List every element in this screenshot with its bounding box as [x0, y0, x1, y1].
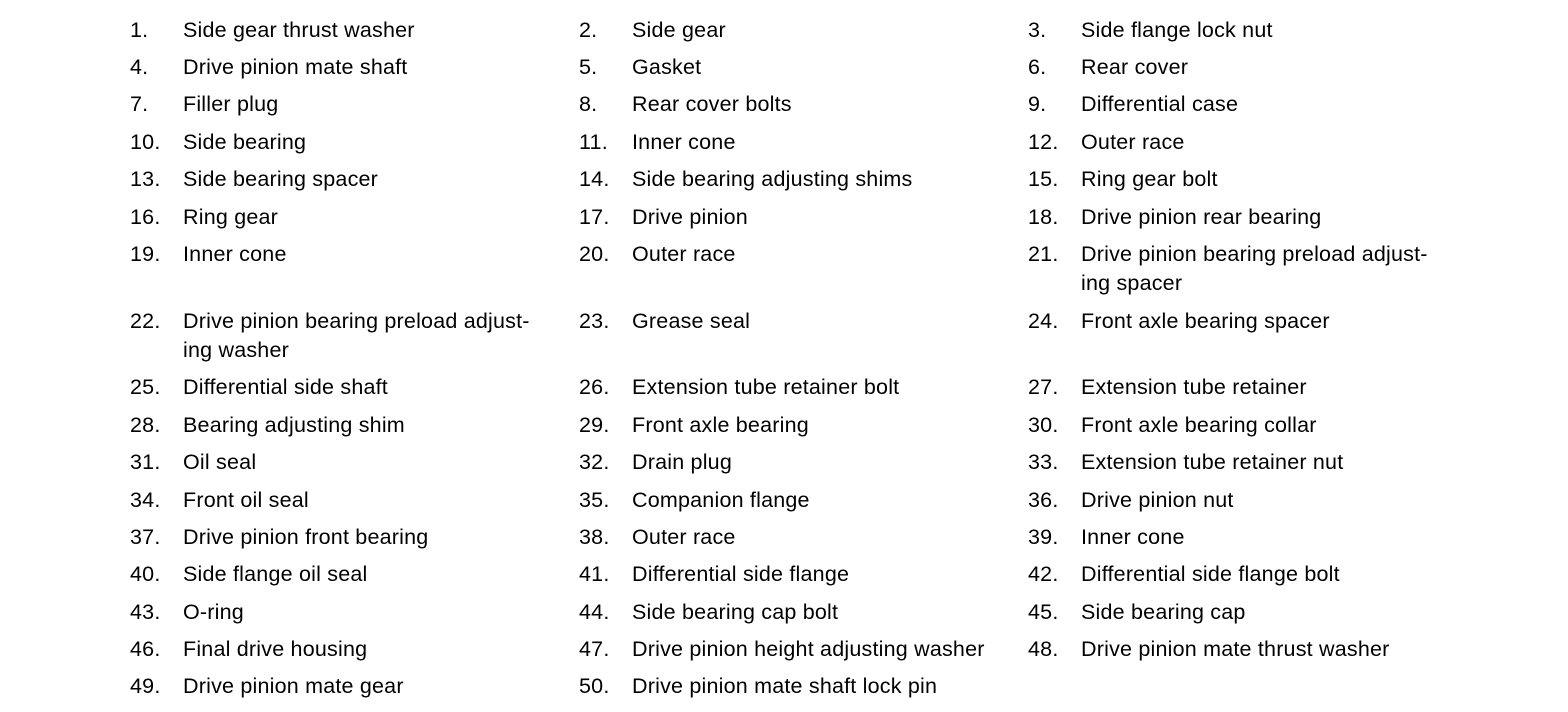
legend-row: [0, 90, 1568, 120]
part-number: 23.: [579, 309, 610, 333]
part-number: 20.: [579, 242, 610, 266]
part-number: 22.: [130, 309, 161, 333]
legend-row: [0, 486, 1568, 516]
part-label: Outer race: [632, 242, 736, 266]
legend-row: [0, 448, 1568, 478]
legend-row: [0, 203, 1568, 233]
legend-row: [0, 523, 1568, 553]
part-number: 24.: [1028, 309, 1059, 333]
part-label: Drive pinion: [632, 205, 748, 229]
part-number: 2.: [579, 18, 598, 42]
part-label: Outer race: [632, 525, 736, 549]
legend-row: [0, 16, 1568, 46]
part-label: Extension tube retainer bolt: [632, 375, 900, 399]
part-label: Drive pinion bearing preload adjust- ing washer: [183, 309, 530, 362]
part-label: Differential side flange bolt: [1081, 562, 1340, 586]
part-label: Drive pinion nut: [1081, 488, 1234, 512]
part-label: Front axle bearing: [632, 413, 809, 437]
part-label: Drive pinion mate shaft: [183, 55, 408, 79]
part-label: Companion flange: [632, 488, 810, 512]
legend-row: [0, 635, 1568, 665]
part-label: Ring gear: [183, 205, 279, 229]
part-number: 36.: [1028, 488, 1059, 512]
part-label: Side gear thrust washer: [183, 18, 415, 42]
part-number: 3.: [1028, 18, 1047, 42]
part-label: Side bearing cap: [1081, 600, 1246, 624]
part-number: 42.: [1028, 562, 1059, 586]
part-number: 6.: [1028, 55, 1047, 79]
part-number: 5.: [579, 55, 598, 79]
part-number: 30.: [1028, 413, 1059, 437]
part-label: Side flange lock nut: [1081, 18, 1273, 42]
part-number: 47.: [579, 637, 610, 661]
part-number: 44.: [579, 600, 610, 624]
part-label: Rear cover: [1081, 55, 1189, 79]
part-label: Drive pinion bearing preload adjust- ing spacer: [1081, 242, 1428, 295]
part-label: Front axle bearing spacer: [1081, 309, 1330, 333]
part-number: 14.: [579, 167, 610, 191]
part-label: Differential side shaft: [183, 375, 388, 399]
part-number: 33.: [1028, 450, 1059, 474]
part-number: 39.: [1028, 525, 1059, 549]
part-number: 18.: [1028, 205, 1059, 229]
part-label: Side gear: [632, 18, 726, 42]
part-number: 49.: [130, 674, 161, 698]
part-number: 27.: [1028, 375, 1059, 399]
legend-row: [0, 240, 1568, 295]
part-label: Differential side flange: [632, 562, 850, 586]
part-number: 41.: [579, 562, 610, 586]
part-label: Gasket: [632, 55, 702, 79]
part-number: 25.: [130, 375, 161, 399]
part-number: 19.: [130, 242, 161, 266]
legend-row: [0, 53, 1568, 83]
legend-row: [0, 165, 1568, 195]
part-label: Bearing adjusting shim: [183, 413, 405, 437]
part-label: Rear cover bolts: [632, 92, 792, 116]
part-label: Inner cone: [183, 242, 287, 266]
part-label: Extension tube retainer: [1081, 375, 1307, 399]
part-number: 34.: [130, 488, 161, 512]
part-number: 46.: [130, 637, 161, 661]
part-number: 11.: [579, 130, 608, 154]
part-number: 48.: [1028, 637, 1059, 661]
part-number: 10.: [130, 130, 161, 154]
legend-row: [0, 672, 1568, 702]
part-label: Extension tube retainer nut: [1081, 450, 1344, 474]
part-label: Front oil seal: [183, 488, 309, 512]
part-number: 32.: [579, 450, 610, 474]
part-number: 45.: [1028, 600, 1059, 624]
legend-row: [0, 560, 1568, 590]
part-number: 37.: [130, 525, 161, 549]
part-number: 21.: [1028, 242, 1059, 266]
part-label: Inner cone: [1081, 525, 1185, 549]
part-number: 43.: [130, 600, 161, 624]
part-label: Oil seal: [183, 450, 257, 474]
part-label: Side bearing adjusting shims: [632, 167, 913, 191]
part-number: 31.: [130, 450, 161, 474]
part-number: 15.: [1028, 167, 1059, 191]
part-label: Side bearing: [183, 130, 307, 154]
part-label: Drive pinion mate thrust washer: [1081, 637, 1390, 661]
part-number: 9.: [1028, 92, 1047, 116]
part-label: Drain plug: [632, 450, 732, 474]
part-number: 4.: [130, 55, 149, 79]
part-label: Front axle bearing collar: [1081, 413, 1317, 437]
part-label: Side flange oil seal: [183, 562, 368, 586]
part-label: Outer race: [1081, 130, 1185, 154]
part-number: 7.: [130, 92, 149, 116]
legend-row: [0, 411, 1568, 441]
part-label: Drive pinion rear bearing: [1081, 205, 1322, 229]
part-label: Drive pinion height adjusting washer: [632, 637, 985, 661]
part-label: Filler plug: [183, 92, 279, 116]
part-number: 40.: [130, 562, 161, 586]
part-label: Grease seal: [632, 309, 751, 333]
part-number: 1.: [130, 18, 149, 42]
part-label: Ring gear bolt: [1081, 167, 1218, 191]
part-label: Final drive housing: [183, 637, 368, 661]
part-label: O-ring: [183, 600, 244, 624]
part-number: 12.: [1028, 130, 1059, 154]
part-number: 13.: [130, 167, 161, 191]
legend-row: [0, 373, 1568, 403]
part-number: 8.: [579, 92, 598, 116]
part-number: 28.: [130, 413, 161, 437]
part-label: Side bearing cap bolt: [632, 600, 839, 624]
part-label: Drive pinion front bearing: [183, 525, 429, 549]
part-number: 38.: [579, 525, 610, 549]
part-number: 16.: [130, 205, 161, 229]
part-label: Drive pinion mate gear: [183, 674, 404, 698]
part-number: 29.: [579, 413, 610, 437]
part-label: Differential case: [1081, 92, 1239, 116]
part-label: Drive pinion mate shaft lock pin: [632, 674, 938, 698]
part-number: 26.: [579, 375, 610, 399]
part-number: 50.: [579, 674, 610, 698]
legend-row: [0, 307, 1568, 362]
legend-row: [0, 128, 1568, 158]
part-number: 35.: [579, 488, 610, 512]
part-label: Side bearing spacer: [183, 167, 379, 191]
legend-row: [0, 598, 1568, 628]
part-label: Inner cone: [632, 130, 736, 154]
part-number: 17.: [579, 205, 610, 229]
